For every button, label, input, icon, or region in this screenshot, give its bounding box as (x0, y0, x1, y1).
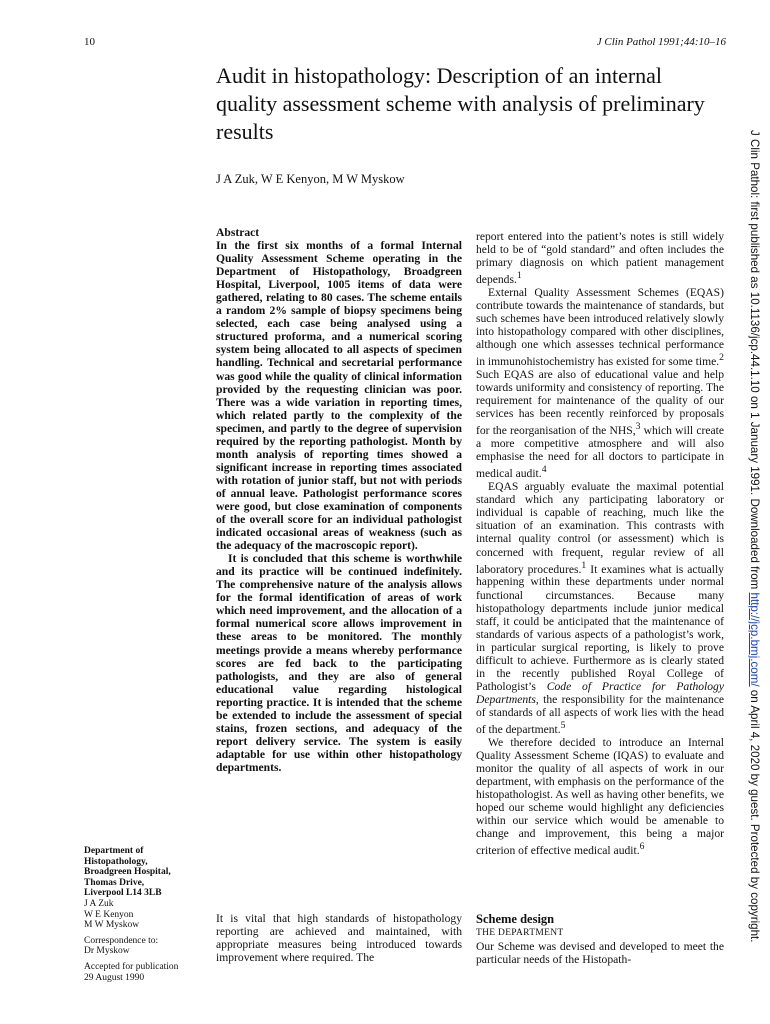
reference-mark: 1 (516, 270, 522, 282)
accepted-label: Accepted for publication (84, 961, 179, 972)
article-authors: J A Zuk, W E Kenyon, M W Myskow (216, 172, 405, 186)
body-paragraph (476, 480, 724, 736)
body-text: We therefore decided to introduce an Internal Quality Assessment Scheme (IQAS) to evaluate and monitor the quality of all aspects of work in our department, with emphasis on the performance of the histopathologist. As well as having other benefits, we hoped our scheme would highlight any deficiencies within our service which would be amenable to change and improvement, this being a major criterion of effective medical audit. (476, 735, 724, 858)
accepted-date: 29 August 1990 (84, 972, 145, 983)
section-paragraph: Our Scheme was devised and developed to meet the particular needs of the Histopath- (476, 940, 724, 967)
body-paragraph (476, 286, 724, 480)
article-title: Audit in histopathology: Description of an internal quality assessment scheme with analysis of preliminary results (216, 63, 705, 144)
reference-mark: 3 (635, 421, 641, 433)
body-text: which will create a more competitive atmosphere and will also emphasise the need for all doctors to participate in medical audit. (476, 424, 724, 481)
correspondence-name: Dr Myskow (84, 946, 130, 957)
affiliation-author: M W Myskow (84, 920, 140, 931)
correspondence-label: Correspondence to: (84, 935, 159, 946)
sidebar-text (748, 130, 761, 943)
abstract (216, 226, 462, 774)
department-line: Broadgreen Hospital, (84, 867, 171, 878)
abstract-paragraph-2: It is concluded that this scheme is worthwhile and its practice will be continued indefinitely. The comprehensive nature of the analysis allows for the formal identification of areas of work which need improvement, and the allocation of a formal numerical score allows improvement in these areas to be monitored. The monthly meetings provide a means whereby performance scores are fed back to the participating pathologists, and they are also of general educational value regarding histological reporting practice. It is intended that the scheme be extended to include the assessment of special stains, frozen sections, and adequacy of the report delivery service. The system is easily adaptable for use within other histopathology departments. (216, 552, 462, 774)
section-subheading: THE DEPARTMENT (476, 928, 564, 938)
reference-mark: 4 (541, 464, 547, 476)
body-text: It examines what is actually happening within these departments under normal functional circumstances. Because many histopathology departments include junior medical staff, it could be anticipated that the maintenance of standards of various aspects of a pathologist’s work, in particular surgical reporting, is likely to prove difficult to achieve. Furthermore as is clearly stated in the recently published Royal College of Pathologist’s (476, 562, 724, 693)
affiliation-author: J A Zuk (84, 898, 114, 909)
author-affiliation (84, 846, 212, 983)
department-line: Department of (84, 846, 144, 856)
introduction-continued (476, 230, 724, 857)
journal-link[interactable]: http://jcp.bmj.com/ (748, 592, 761, 687)
body-text: EQAS arguably evaluate the maximal potential standard which any participating laboratory or individual is capable of reaching, much like the situation of an examination. This contrasts with internal quality control (or assessment) which is concerned with frequent, regular review of all laboratory procedures. (476, 480, 724, 576)
introduction (216, 912, 462, 964)
reference-mark: 1 (581, 559, 587, 571)
department-line: Liverpool L14 3LB (84, 888, 162, 899)
reference-mark: 5 (560, 719, 566, 731)
section-heading: Scheme design (476, 912, 555, 926)
reference-mark: 6 (639, 841, 645, 853)
body-text: , the responsibility for the maintenance of standards of all aspects of work lies with the head of the department. (476, 692, 724, 736)
sidebar-text-before: J Clin Pathol: first published as 10.1136/jcp.44.1.10 on 1 January 1991. Downloaded from (748, 130, 761, 593)
abstract-heading: Abstract (216, 226, 260, 239)
body-text: External Quality Assessment Schemes (EQAS) contribute towards the maintenance of standards, but such schemes have been introduced relatively slowly into histopathology compared with other disciplines, although one which assesses technical performance in immunohistochemistry has existed for some time. (476, 286, 724, 369)
abstract-paragraph-1: In the first six months of a formal Internal Quality Assessment Scheme operating in the Department of Histopathology, Broadgreen Hospital, Liverpool, 1005 items of data were gathered, relating to 80 cases. The scheme entails a random 2% sample of biopsy specimens being selected, each case being analysed using a structured proforma, and a numerical scoring system being allocated to all aspects of specimen handling. Technical and secretarial performance was good while the quality of clinical information provided by the requesting clinician was poor. There was a wide variation in reporting times, which related partly to the complexity of the specimen, and partly to the degree of supervision required by the reporting pathologist. Month by month analysis of reporting times showed a significant increase in reporting times associated with rotation of junior staff, but not with periods of annual leave. Pathologist performance scores were good, but close examination of components of the overall score for an individual pathologist indicated occasional areas of weakness (such as the adequacy of the macroscopic report). (216, 239, 462, 553)
download-sidebar (744, 130, 764, 943)
scheme-design-section (476, 912, 724, 966)
body-text: Such EQAS are also of educational value and help towards uniformity and consistency of reporting. The requirement for maintenance of the quality of our services has been recently reinforced by proposals for the reorganisation of the NHS, (476, 368, 724, 438)
department-line: Thomas Drive, (84, 877, 145, 888)
affiliation-author: W E Kenyon (84, 909, 134, 920)
department-line: Histopathology, (84, 856, 148, 867)
introduction-paragraph: It is vital that high standards of histopathology reporting are achieved and maintained, with appropriate measures being introduced towards improvement where required. The (216, 912, 462, 965)
sidebar-text-after: on April 4, 2020 by guest. Protected by copyright. (748, 686, 761, 943)
journal-reference: J Clin Pathol 1991;44:10–16 (596, 36, 726, 48)
body-paragraph (476, 230, 724, 286)
body-text: report entered into the patient’s notes is still widely held to be of “gold standard” and often includes the primary diagnosis on which patient management depends. (476, 230, 724, 286)
page-number: 10 (84, 36, 95, 48)
reference-mark: 2 (719, 352, 724, 364)
cited-title: Code of Practice for Pathology Departments (476, 679, 725, 706)
body-paragraph (476, 736, 724, 857)
